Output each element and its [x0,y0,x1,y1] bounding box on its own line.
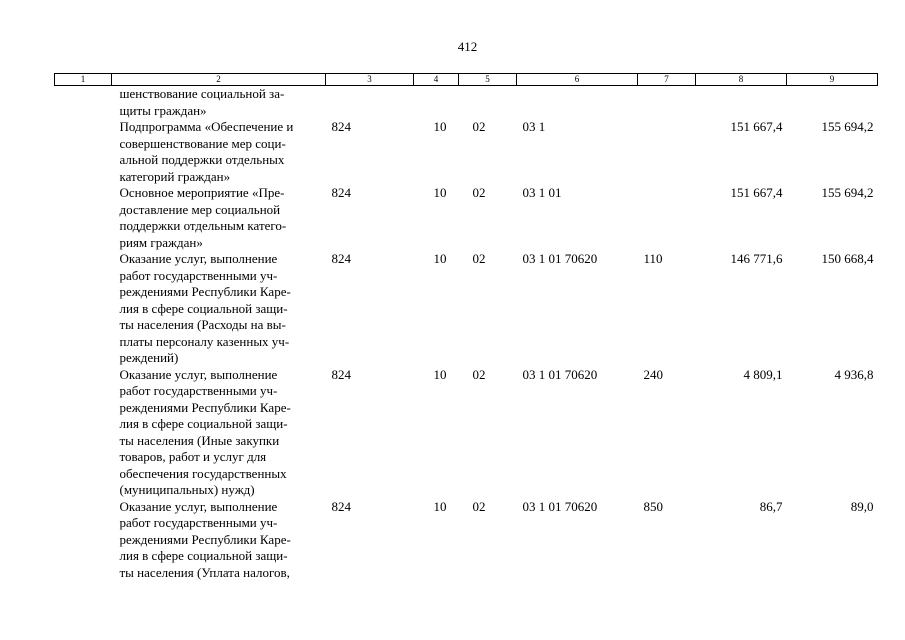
amount-year1-cell: 151 667,4 [730,119,783,134]
item-name-line: лия в сфере социальной защи- [119,548,288,563]
admin-code-cell [326,86,414,120]
amount-year2-cell [787,86,878,120]
item-name-cell [112,367,326,499]
item-name-line: категорий граждан» [119,168,231,184]
item-name-line: Подпрограмма «Обеспечение и [119,119,294,134]
column-header: 7 [638,74,696,86]
target-article-cell [517,86,638,120]
item-name-line: обеспечения государственных [119,465,287,481]
expense-type-cell: 240 [643,366,663,382]
section-cell: 10 [433,498,447,514]
item-name-line: Оказание услуг, выполнение [119,251,278,266]
item-name-cell [112,251,326,367]
table-row [55,251,878,367]
item-name-line: реждениями Республики Каре- [119,531,291,547]
item-name-line: работ государственными уч- [119,267,278,283]
subsection-cell: 02 [472,366,486,382]
item-name-line: ты населения (Уплата налогов, [119,564,290,580]
amount-year2-cell: 155 694,2 [821,185,874,200]
table-row [55,86,878,120]
amount-year2-cell: 89,0 [850,498,874,514]
item-name-line: (муниципальных) нужд) [119,482,255,497]
amount-year2-cell: 155 694,2 [821,119,874,134]
admin-code-cell: 824 [331,498,351,514]
admin-code-cell: 824 [331,119,351,134]
subsection-cell: 02 [472,185,486,200]
item-name-line: альной поддержки отдельных [119,152,285,167]
table-row [55,367,878,499]
admin-code-cell: 824 [331,366,351,382]
admin-code-cell: 824 [331,185,351,200]
item-name-cell [112,499,326,582]
expense-type-cell [638,185,696,251]
item-name-line: платы персоналу казенных уч- [119,333,290,349]
item-name-line: Основное мероприятие «Пре- [119,185,285,200]
target-article-cell: 03 1 01 70620 [522,366,598,382]
item-name-line: шенствование социальной за- [119,86,285,101]
table-row [55,499,878,582]
item-name-cell [112,185,326,251]
subsection-cell: 02 [472,251,486,266]
row-number-cell [55,86,112,120]
expense-type-cell: 110 [643,251,663,266]
item-name-line: ты населения (Иные закупки [119,432,280,448]
section-cell: 10 [433,119,447,134]
amount-year1-cell: 4 809,1 [743,366,783,382]
subsection-cell [459,86,517,120]
item-name-line: лия в сфере социальной защи- [119,300,288,316]
item-name-cell [112,86,326,120]
row-number-cell [55,367,112,499]
row-number-cell [55,251,112,367]
item-name-line: доставление мер социальной [119,201,281,217]
column-header: 4 [414,74,459,86]
target-article-cell: 03 1 [522,119,546,134]
subsection-cell: 02 [472,119,486,134]
column-header: 8 [696,74,787,86]
target-article-cell: 03 1 01 70620 [522,251,598,266]
item-name-line: поддержки отдельным катего- [119,218,287,233]
column-header: 6 [517,74,638,86]
item-name-line: Оказание услуг, выполнение [119,366,278,382]
section-cell: 10 [433,251,447,266]
page-number: 412 [457,39,478,54]
expense-type-cell [638,119,696,185]
item-name-line: ты населения (Расходы на вы- [119,317,286,332]
item-name-line: риям граждан» [119,234,203,250]
table-row [55,185,878,251]
amount-year1-cell: 86,7 [759,498,783,514]
row-number-cell [55,499,112,582]
column-number-row [55,74,878,86]
item-name-line: реждениями Республики Каре- [119,399,291,415]
row-number-cell [55,185,112,251]
item-name-line: Оказание услуг, выполнение [119,498,278,514]
subsection-cell: 02 [472,498,486,514]
item-name-line: работ государственными уч- [119,383,278,398]
amount-year1-cell [696,86,787,120]
section-cell: 10 [433,185,447,200]
column-header: 5 [459,74,517,86]
column-header: 2 [112,74,326,86]
item-name-line: совершенствование мер соци- [119,135,286,151]
item-name-line: лия в сфере социальной защи- [119,416,288,431]
target-article-cell: 03 1 01 [522,185,562,200]
budget-table [54,73,878,581]
amount-year1-cell: 151 667,4 [730,185,783,200]
amount-year1-cell: 146 771,6 [730,251,783,266]
amount-year2-cell: 4 936,8 [834,366,874,382]
item-name-line: работ государственными уч- [119,515,278,530]
target-article-cell: 03 1 01 70620 [522,498,598,514]
amount-year2-cell: 150 668,4 [821,251,874,266]
column-header: 9 [787,74,878,86]
item-name-line: щиты граждан» [119,102,207,118]
item-name-line: товаров, работ и услуг для [119,449,267,464]
section-cell [414,86,459,120]
column-header: 3 [326,74,414,86]
section-cell: 10 [433,366,447,382]
expense-type-cell [638,86,696,120]
row-number-cell [55,119,112,185]
item-name-cell [112,119,326,185]
expense-type-cell: 850 [643,498,663,514]
column-header: 1 [55,74,112,86]
table-row [55,119,878,185]
item-name-line: реждениями Республики Каре- [119,284,291,299]
admin-code-cell: 824 [331,251,351,266]
item-name-line: реждений) [119,350,179,365]
